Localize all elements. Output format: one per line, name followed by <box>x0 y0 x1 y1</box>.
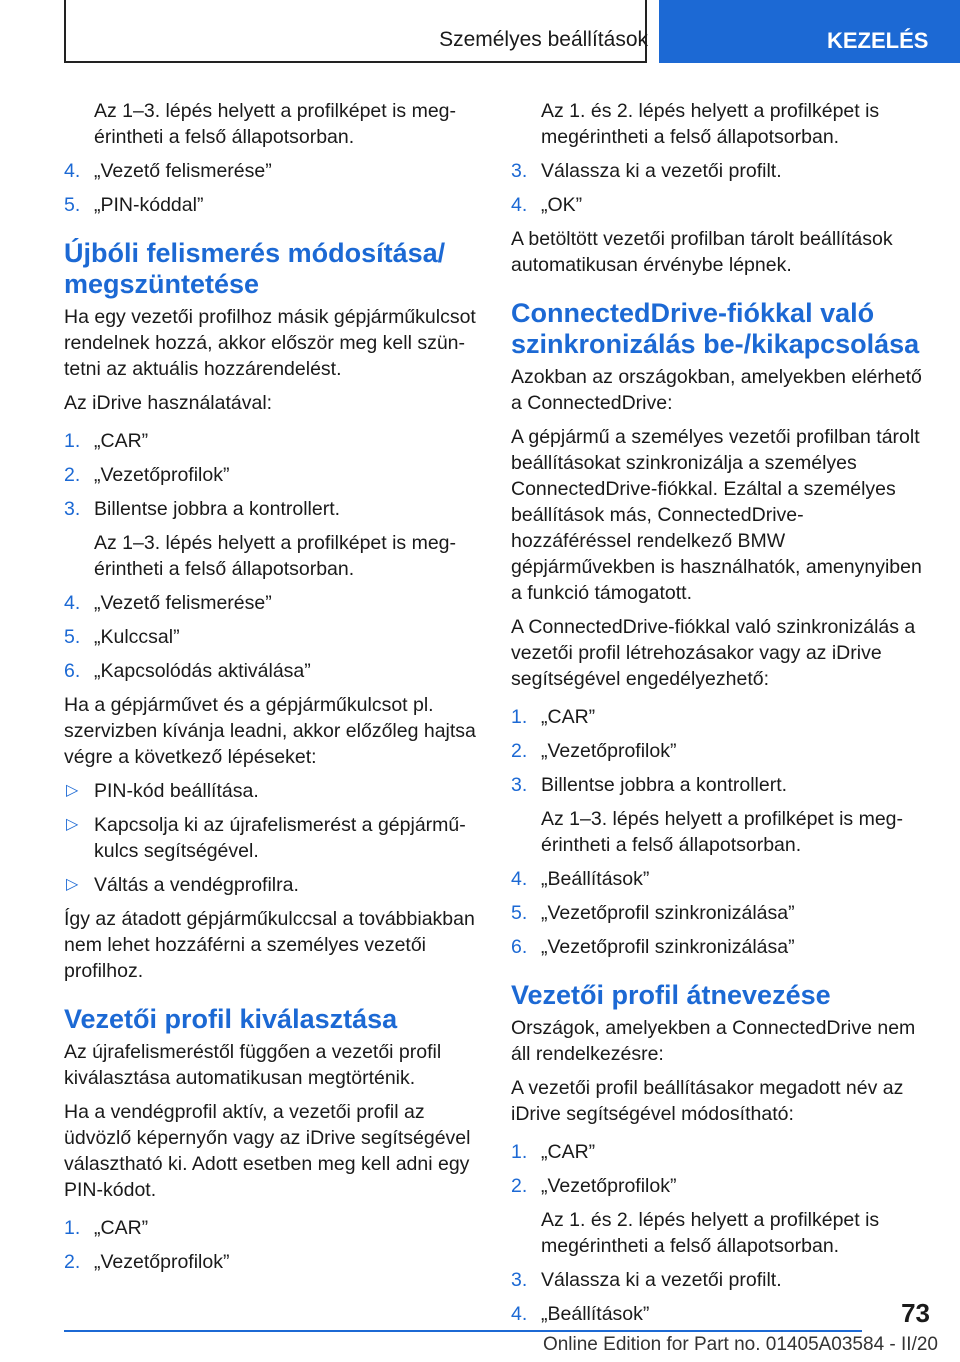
list-item <box>511 866 923 892</box>
list-number: 2. <box>511 740 528 762</box>
paragraph: Az 1. és 2. lépés helyett a profilképet is megérintheti a felső állapotsorban. <box>541 100 880 148</box>
paragraph: A vezetői profil beállításakor megadott név az iDrive segítségével módosítható: <box>511 1077 904 1125</box>
list-number: 1. <box>511 1141 528 1163</box>
left-column <box>64 98 476 1283</box>
section-heading: Vezetői profil kiválasztása <box>64 1004 398 1034</box>
list-number: 1. <box>64 430 81 452</box>
bullet-item <box>64 812 476 864</box>
list-item <box>511 738 923 764</box>
list-item <box>64 428 476 454</box>
list-item <box>64 158 476 184</box>
section-heading: Újbóli felismerés módosítása/ megszüntetése <box>64 238 446 299</box>
list-text: „Vezető felismerése” <box>94 592 272 614</box>
header-section-tab <box>659 0 960 63</box>
footer-divider <box>64 1330 862 1332</box>
paragraph: Az újrafelismeréstől függően a vezetői profil kiválasztása automatikusan megtörténik. <box>64 1041 442 1089</box>
list-number: 4. <box>511 868 528 890</box>
list-item <box>511 900 923 926</box>
list-item <box>511 1173 923 1199</box>
header-section-label: KEZELÉS <box>827 28 929 53</box>
paragraph: A gépjármű a személyes vezetői profilban tárolt beállításokat szinkronizálja a személyes ConnectedDrive-fiókkal. Ezáltal a személyes beállítások más, ConnectedDrive-hozzáféréssel rendelkező BMW gépjárművekben is használhatók, amenynyiben a funkció támogatott. <box>511 426 922 604</box>
list-text: „Vezetőprofilok” <box>94 464 230 486</box>
list-text: „CAR” <box>94 1217 149 1239</box>
list-number: 1. <box>511 706 528 728</box>
list-number: 5. <box>64 626 81 648</box>
list-text: „Beállítások” <box>541 868 650 890</box>
list-text: „Vezetőprofilok” <box>541 740 677 762</box>
footer-edition: Online Edition for Part no. 01405A03584 - II/20 <box>542 1334 938 1355</box>
list-item <box>511 934 923 960</box>
list-item <box>64 1215 476 1241</box>
list-text: „CAR” <box>541 706 596 728</box>
list-item <box>511 1301 923 1327</box>
list-item <box>64 624 476 650</box>
bullet-item <box>64 872 476 898</box>
list-text: Válassza ki a vezetői profilt. <box>541 160 782 182</box>
triangle-bullet-icon: ▷ <box>66 782 79 799</box>
list-item <box>511 192 923 218</box>
paragraph: A ConnectedDrive-fiókkal való szinkronizálás a vezetői profil létrehozásakor vagy az iDrive segítségével engedélyezhető: <box>511 616 916 690</box>
paragraph: Az 1–3. lépés helyett a profilképet is megérintheti a felső állapotsorban. <box>94 100 457 148</box>
section-heading: ConnectedDrive-fiókkal való szinkronizálás be-/kikapcsolása <box>511 298 920 359</box>
list-number: 2. <box>511 1175 528 1197</box>
list-number: 1. <box>64 1217 81 1239</box>
list-text: „CAR” <box>94 430 149 452</box>
list-text: „Vezető felismerése” <box>94 160 272 182</box>
paragraph: Ha a gépjárművet és a gépjárműkulcsot pl. szervizben kívánja leadni, akkor előzőleg hajtsa végre a következő lépéseket: <box>64 694 476 768</box>
triangle-bullet-icon: ▷ <box>66 816 79 833</box>
paragraph: Az iDrive használatával: <box>64 392 273 414</box>
list-number: 2. <box>64 464 81 486</box>
triangle-bullet-icon: ▷ <box>66 876 79 893</box>
list-number: 3. <box>64 498 81 520</box>
list-number: 6. <box>64 660 81 682</box>
right-column <box>511 98 923 1335</box>
paragraph: A betöltött vezetői profilban tárolt beállítások automatikusan érvénybe lépnek. <box>511 228 893 276</box>
list-number: 3. <box>511 160 528 182</box>
list-text: Billentse jobbra a kontrollert. <box>541 774 788 796</box>
list-number: 6. <box>511 936 528 958</box>
list-item <box>511 158 923 184</box>
list-number: 3. <box>511 774 528 796</box>
paragraph: Az 1–3. lépés helyett a profilképet is megérintheti a felső állapotsorban. <box>541 808 904 856</box>
list-item <box>64 1249 476 1275</box>
list-text: „Beállítások” <box>541 1303 650 1325</box>
list-number: 5. <box>511 902 528 924</box>
list-number: 4. <box>64 592 81 614</box>
list-item <box>64 496 476 522</box>
bullet-text: PIN-kód beállítása. <box>94 780 259 802</box>
section-heading: Vezetői profil átnevezése <box>511 980 831 1010</box>
bullet-text: Kapcsolja ki az újrafelismerést a gépjárműkulcs segítségével. <box>94 814 466 862</box>
paragraph: Országok, amelyekben a ConnectedDrive nem áll rendelkezésre: <box>511 1017 916 1065</box>
list-text: „Vezetőprofilok” <box>541 1175 677 1197</box>
list-item <box>511 1139 923 1165</box>
list-text: „OK” <box>541 194 583 216</box>
bullet-text: Váltás a vendégprofilra. <box>94 874 299 896</box>
list-number: 4. <box>511 1303 528 1325</box>
list-text: „PIN-kóddal” <box>94 194 204 216</box>
list-text: „Vezetőprofilok” <box>94 1251 230 1273</box>
list-text: „Vezetőprofil szinkronizálása” <box>541 902 795 924</box>
list-number: 5. <box>64 194 81 216</box>
list-text: „CAR” <box>541 1141 596 1163</box>
header-title: Személyes beállítások <box>439 28 648 51</box>
list-number: 2. <box>64 1251 81 1273</box>
list-text: „Kulccsal” <box>94 626 180 648</box>
list-text: „Kapcsolódás aktiválása” <box>94 660 311 682</box>
paragraph: Az 1–3. lépés helyett a profilképet is megérintheti a felső állapotsorban. <box>94 532 457 580</box>
list-item <box>511 772 923 798</box>
paragraph: Azokban az országokban, amelyekben elérhető a ConnectedDrive: <box>511 366 922 414</box>
list-item <box>64 658 476 684</box>
list-number: 3. <box>511 1269 528 1291</box>
paragraph: Ha a vendégprofil aktív, a vezetői profil az üdvözlő képernyőn vagy az iDrive segítségével választható ki. Adott esetben meg kell adni egy PIN-kódot. <box>64 1101 471 1201</box>
paragraph: Így az átadott gépjárműkulccsal a továbbiakban nem lehet hozzáférni a személyes vezetői profilhoz. <box>64 908 475 982</box>
list-item <box>511 1267 923 1293</box>
paragraph: Az 1. és 2. lépés helyett a profilképet is megérintheti a felső állapotsorban. <box>541 1209 880 1257</box>
page-number: 73 <box>901 1298 930 1328</box>
bullet-item <box>64 778 476 804</box>
list-number: 4. <box>64 160 81 182</box>
list-text: „Vezetőprofil szinkronizálása” <box>541 936 795 958</box>
list-item <box>64 462 476 488</box>
list-item <box>64 590 476 616</box>
paragraph: Ha egy vezetői profilhoz másik gépjárműkulcsot rendelnek hozzá, akkor először meg kell szüntetni az aktuális hozzárendelést. <box>64 306 476 380</box>
list-text: Billentse jobbra a kontrollert. <box>94 498 341 520</box>
list-item <box>64 192 476 218</box>
list-number: 4. <box>511 194 528 216</box>
list-item <box>511 704 923 730</box>
list-text: Válassza ki a vezetői profilt. <box>541 1269 782 1291</box>
